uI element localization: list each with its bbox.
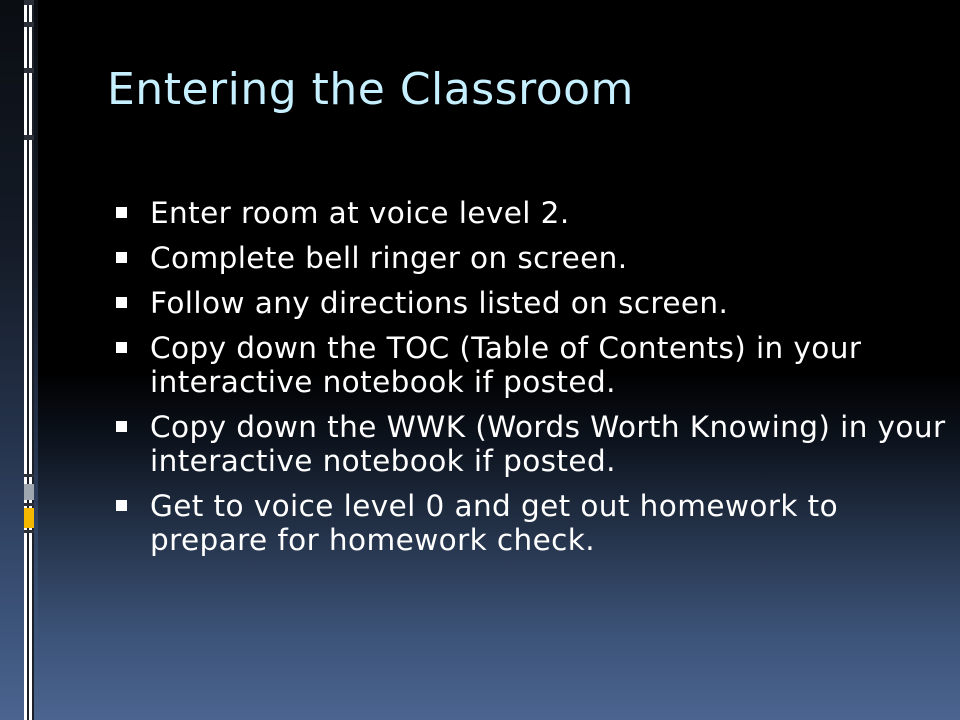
bullet-text: Get to voice level 0 and get out homework to prepare for homework check. <box>150 489 839 557</box>
bullet-item <box>116 241 946 275</box>
square-bullet-icon <box>116 421 127 432</box>
bullet-text: Copy down the TOC (Table of Contents) in your interactive notebook if posted. <box>150 331 862 399</box>
gray-accent-block <box>24 484 34 500</box>
strip-gap <box>24 135 34 140</box>
left-decorative-strip <box>0 0 38 720</box>
strip-gap <box>24 0 34 5</box>
strip-gap <box>24 22 34 27</box>
bullet-item <box>116 410 946 478</box>
strip-gap <box>24 68 34 73</box>
bullet-list <box>116 196 946 568</box>
bullet-item <box>116 331 946 399</box>
yellow-accent-block <box>24 508 34 528</box>
square-bullet-icon <box>116 207 127 218</box>
strip-gap <box>24 503 34 506</box>
bullet-text: Follow any directions listed on screen. <box>150 286 729 320</box>
strip-gap <box>24 474 34 477</box>
strip-divider-line <box>27 0 29 720</box>
square-bullet-icon <box>116 500 127 511</box>
slide-title: Entering the Classroom <box>107 64 634 115</box>
bullet-item <box>116 286 946 320</box>
bullet-text: Enter room at voice level 2. <box>150 196 570 230</box>
bullet-text: Complete bell ringer on screen. <box>150 241 628 275</box>
bullet-item <box>116 196 946 230</box>
square-bullet-icon <box>116 342 127 353</box>
strip-divider-line <box>32 0 34 720</box>
square-bullet-icon <box>116 297 127 308</box>
strip-gap <box>24 530 34 533</box>
square-bullet-icon <box>116 252 127 263</box>
bullet-text: Copy down the WWK (Words Worth Knowing) in your interactive notebook if posted. <box>150 410 946 478</box>
strip-line-decoration <box>0 0 38 720</box>
bullet-item <box>116 489 946 557</box>
